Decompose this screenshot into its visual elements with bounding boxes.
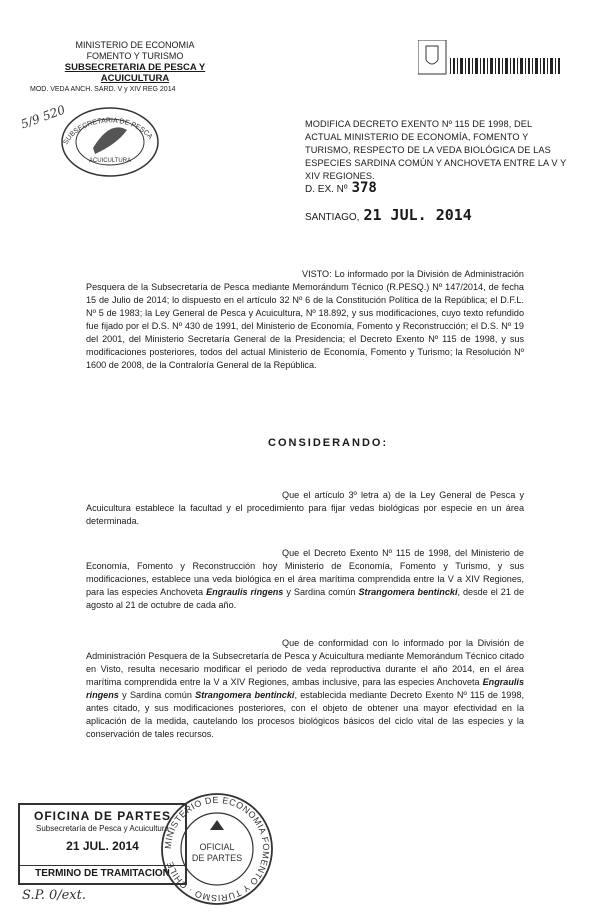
star-icon bbox=[210, 820, 224, 830]
decree-date bbox=[305, 206, 472, 224]
decree-label: D. EX. Nº bbox=[305, 184, 348, 195]
date-label: SANTIAGO, bbox=[305, 212, 360, 223]
reference-code: MOD. VEDA ANCH. SARD. V y XIV REG 2014 bbox=[30, 86, 176, 93]
seal-left bbox=[55, 100, 165, 180]
seal-left-ring: SUBSECRETARIA DE PESCA bbox=[62, 117, 154, 146]
document-title: MODIFICA DECRETO EXENTO Nº 115 DE 1998, DEL ACTUAL MINISTERIO DE ECONOMÍA, FOMENTO Y TURISMO, RESPECTO DE LA VEDA BIOLÓGICA DE LAS ESPECIES SARDINA COMÚN Y ANCHOVETA ENTRE LA V Y XIV REGIONES. bbox=[305, 119, 567, 181]
document-header bbox=[30, 40, 240, 95]
considerando-paragraph-2: Que el Decreto Exento Nº 115 de 1998, del Ministerio de Economía, Fomento y Reconstrucción hoy Ministerio de Economía, Fomento y Turismo, y sus modificaciones, establece una veda biológica en el área marítima comprendida entre la V a XIV Regiones, para las especies Anchoveta Engraulis ringens y Sardina común Strangomera bentincki, desde el 21 de agosto al 21 de octubre de cada año. bbox=[86, 548, 525, 610]
official-seal bbox=[158, 790, 276, 908]
ministry-line: MINISTERIO DE ECONOMIA bbox=[75, 40, 195, 50]
considerando-paragraph-1: Que el artículo 3º letra a) de la Ley General de Pesca y Acuicultura establece la facultad y el procedimiento para fijar vedas biológicas por especie en un área determinada. bbox=[86, 490, 524, 526]
handwritten-note: S.P. 0/ext. bbox=[22, 888, 86, 903]
stamp-footer: TERMINO DE TRAMITACION bbox=[20, 865, 185, 879]
decree-value: 378 bbox=[351, 180, 377, 196]
species-name: Engraulis ringens bbox=[86, 677, 525, 700]
considerando-paragraph-3: Que de conformidad con lo informado por la División de Administración Pesquera de la Subsecretaría de Pesca y Acuicultura mediante Memorándum Técnico citado en Visto, resulta necesario modificar el periodo de veda reproductiva durante el año 2014, en el área marítima comprendida entre la V a XIV Regiones, ambas inclusive, para las especies Anchoveta Engraulis ringens y Sardina común Strangomera bentincki, establecida mediante Decreto Exento Nº 115 de 1998, antes citado, y sus modificaciones posteriores, con el objeto de obtener una mayor efectividad en la aplicación de la medida, cautelando los procesos biológicos básicos del ciclo vital de las especies y la conservación de tales recursos. bbox=[86, 638, 525, 739]
decree-number bbox=[305, 180, 377, 196]
species-name: Strangomera bentincki bbox=[358, 587, 458, 597]
stamp-subtitle: Subsecretaría de Pesca y Acuicultura bbox=[36, 824, 169, 833]
date-value: 21 JUL. 2014 bbox=[363, 206, 472, 224]
coat-of-arms-icon bbox=[418, 40, 446, 74]
barcode bbox=[418, 40, 568, 90]
stamp-title: OFICINA DE PARTES bbox=[33, 809, 171, 823]
subsecretaria-line: SUBSECRETARIA DE PESCA Y ACUICULTURA bbox=[64, 62, 206, 84]
handwritten-note: 5/9 520 bbox=[18, 102, 68, 132]
official-seal-center-2: DE PARTES bbox=[191, 853, 243, 863]
official-seal-center-1: OFICIAL bbox=[199, 842, 235, 852]
fish-icon bbox=[93, 127, 127, 154]
official-seal-ring: MINISTERIO DE ECONOMIA FOMENTO Y TURISMO · CHILE bbox=[162, 794, 272, 904]
species-name: Strangomera bentincki bbox=[195, 690, 295, 700]
ministry-line: FOMENTO Y TURISMO bbox=[86, 51, 184, 61]
seal-left-center: ACUICULTURA bbox=[88, 158, 132, 164]
stamp-date: 21 JUL. 2014 bbox=[66, 839, 139, 853]
species-name: Engraulis ringens bbox=[206, 587, 284, 597]
visto-paragraph: VISTO: Lo informado por la División de Administración Pesquera de la Subsecretaría de Pesca mediante Memorándum Técnico (R.PESQ.) Nº 147/2014, de fecha 15 de Julio de 2014; lo dispuesto en el artículo 32 Nº 6 de la Constitución Política de la República; el D.F.L. Nº 5 de 1983; la Ley General de Pesca y Acuicultura, Nº 18.892, y sus modificaciones, cuyo texto refundido fue fijado por el D.S. Nº 430 de 1991, del Ministerio de Economía, Fomento y Reconstrucción; el D.S. Nº 19 del 2001, del Ministerio Secretaría General de la Presidencia; el Decreto Exento Nº 115 de 1998, y sus modificaciones posteriores, todos del actual Ministerio de Economía, Fomento y Turismo; la Resolución Nº 1600 de 2008, de la Contraloría General de la República. bbox=[86, 269, 524, 370]
considerando-heading: CONSIDERANDO: bbox=[268, 437, 389, 449]
